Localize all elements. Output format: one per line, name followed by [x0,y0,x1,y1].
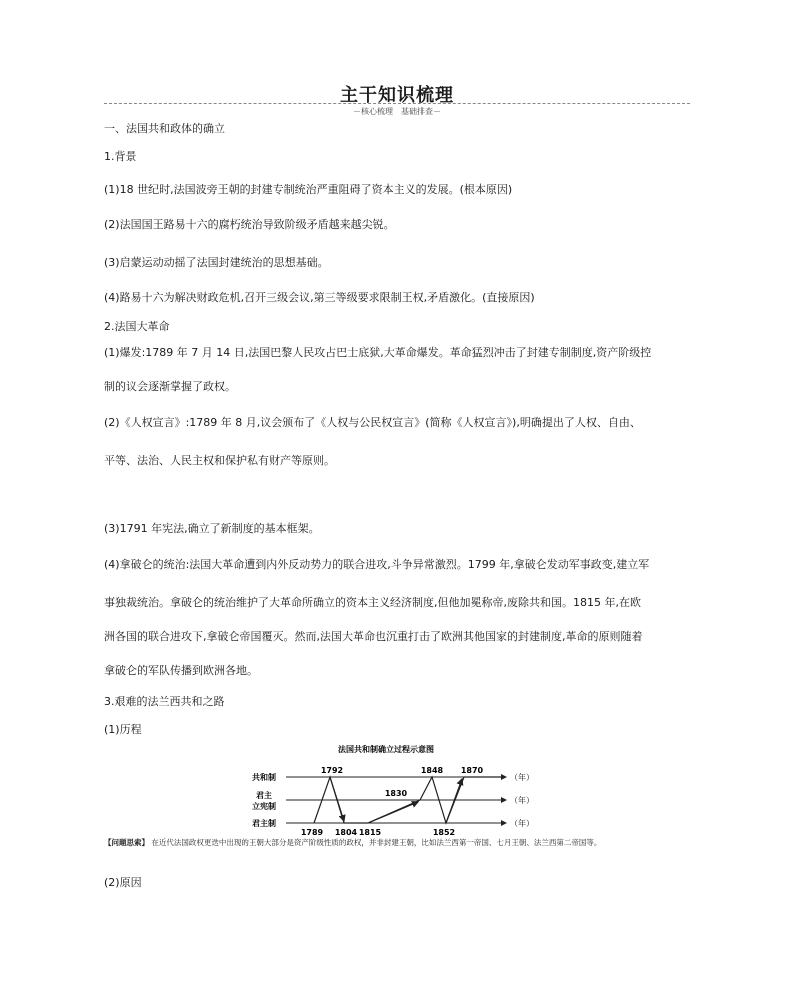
page-title: 主干知识梳理 [340,85,454,106]
republic-process-diagram [246,742,566,842]
reflection-note [104,837,694,849]
year-1789: 1789 [300,828,324,837]
year-1815: 1815 [358,828,382,837]
note-label: 【问题思索】 [104,838,149,847]
reason-heading: (2)原因 [104,876,142,889]
year-1830: 1830 [384,789,408,798]
outbreak-line-1: (1)爆发:1789 年 7 月 14 日,法国巴黎人民攻占巴士底狱,大革命爆发。革命猛烈冲击了封建专制制度,资产阶级控 [104,346,652,359]
axis-unit-3: （年） [510,819,534,828]
arrow-1830 [368,802,418,823]
declaration-line-2: 平等、法治、人民主权和保护私有财产等原则。 [104,454,335,467]
background-heading: 1.背景 [104,150,137,163]
row-label-republic: 共和制 [252,773,276,782]
row-label-constitutional-1: 君主 [256,791,272,800]
process-heading: (1)历程 [104,723,142,736]
axis-unit-1: （年） [510,773,534,782]
napoleon-line-2: 事独裁统治。拿破仑的统治维护了大革命所确立的资本主义经济制度,但他加冕称帝,废除共和国。1815 年,在欧 [104,596,641,609]
arrow-1870 [446,779,462,823]
background-item-2: (2)法国国王路易十六的腐朽统治导致阶级矛盾越来越尖锐。 [104,218,395,231]
year-1852: 1852 [432,828,456,837]
napoleon-line-4: 拿破仑的军队传播到欧洲各地。 [104,664,258,677]
title-divider [104,103,690,104]
outbreak-line-2: 制的议会逐渐掌握了政权。 [104,380,236,393]
napoleon-line-3: 洲各国的联合进攻下,拿破仑帝国覆灭。然而,法国大革命也沉重打击了欧洲其他国家的封建制度,革命的原则随着 [104,630,643,643]
background-item-4: (4)路易十六为解决财政危机,召开三级会议,第三等级要求限制王权,矛盾激化。(直接原因) [104,291,535,304]
napoleon-line-1: (4)拿破仑的统治:法国大革命遭到内外反动势力的联合进攻,斗争异常激烈。1799 年,拿破仑发动军事政变,建立军 [104,558,650,571]
background-item-1: (1)18 世纪时,法国波旁王朝的封建专制统治严重阻碍了资本主义的发展。(根本原因) [104,183,513,196]
year-1804: 1804 [334,828,358,837]
year-1848: 1848 [420,766,444,775]
year-1792: 1792 [320,766,344,775]
note-text: 在近代法国政权更迭中出现的王朝大部分是资产阶级性质的政权，并非封建王朝，比如法兰西第一帝国、七月王朝、法兰西第二帝国等。 [151,838,602,847]
revolution-heading: 2.法国大革命 [104,320,170,333]
declaration-line-1: (2)《人权宣言》:1789 年 8 月,议会颁布了《人权与公民权宣言》(简称《人权宣言》),明确提出了人权、自由、 [104,416,641,429]
section-heading: 一、法国共和政体的确立 [104,122,225,135]
page-subtitle: －核心梳理 基础排查－ [353,107,441,116]
background-item-3: (3)启蒙运动动摇了法国封建统治的思想基础。 [104,256,329,269]
constitution-line: (3)1791 年宪法,确立了新制度的基本框架。 [104,522,320,535]
year-1870: 1870 [460,766,484,775]
diagram-title: 法国共和制确立过程示意图 [338,745,434,754]
row-label-monarchy: 君主制 [252,819,276,828]
axis-unit-2: （年） [510,796,534,805]
road-heading: 3.艰难的法兰西共和之路 [104,695,225,708]
row-label-constitutional-2: 立宪制 [252,802,276,811]
arrow-1804 [330,777,344,821]
